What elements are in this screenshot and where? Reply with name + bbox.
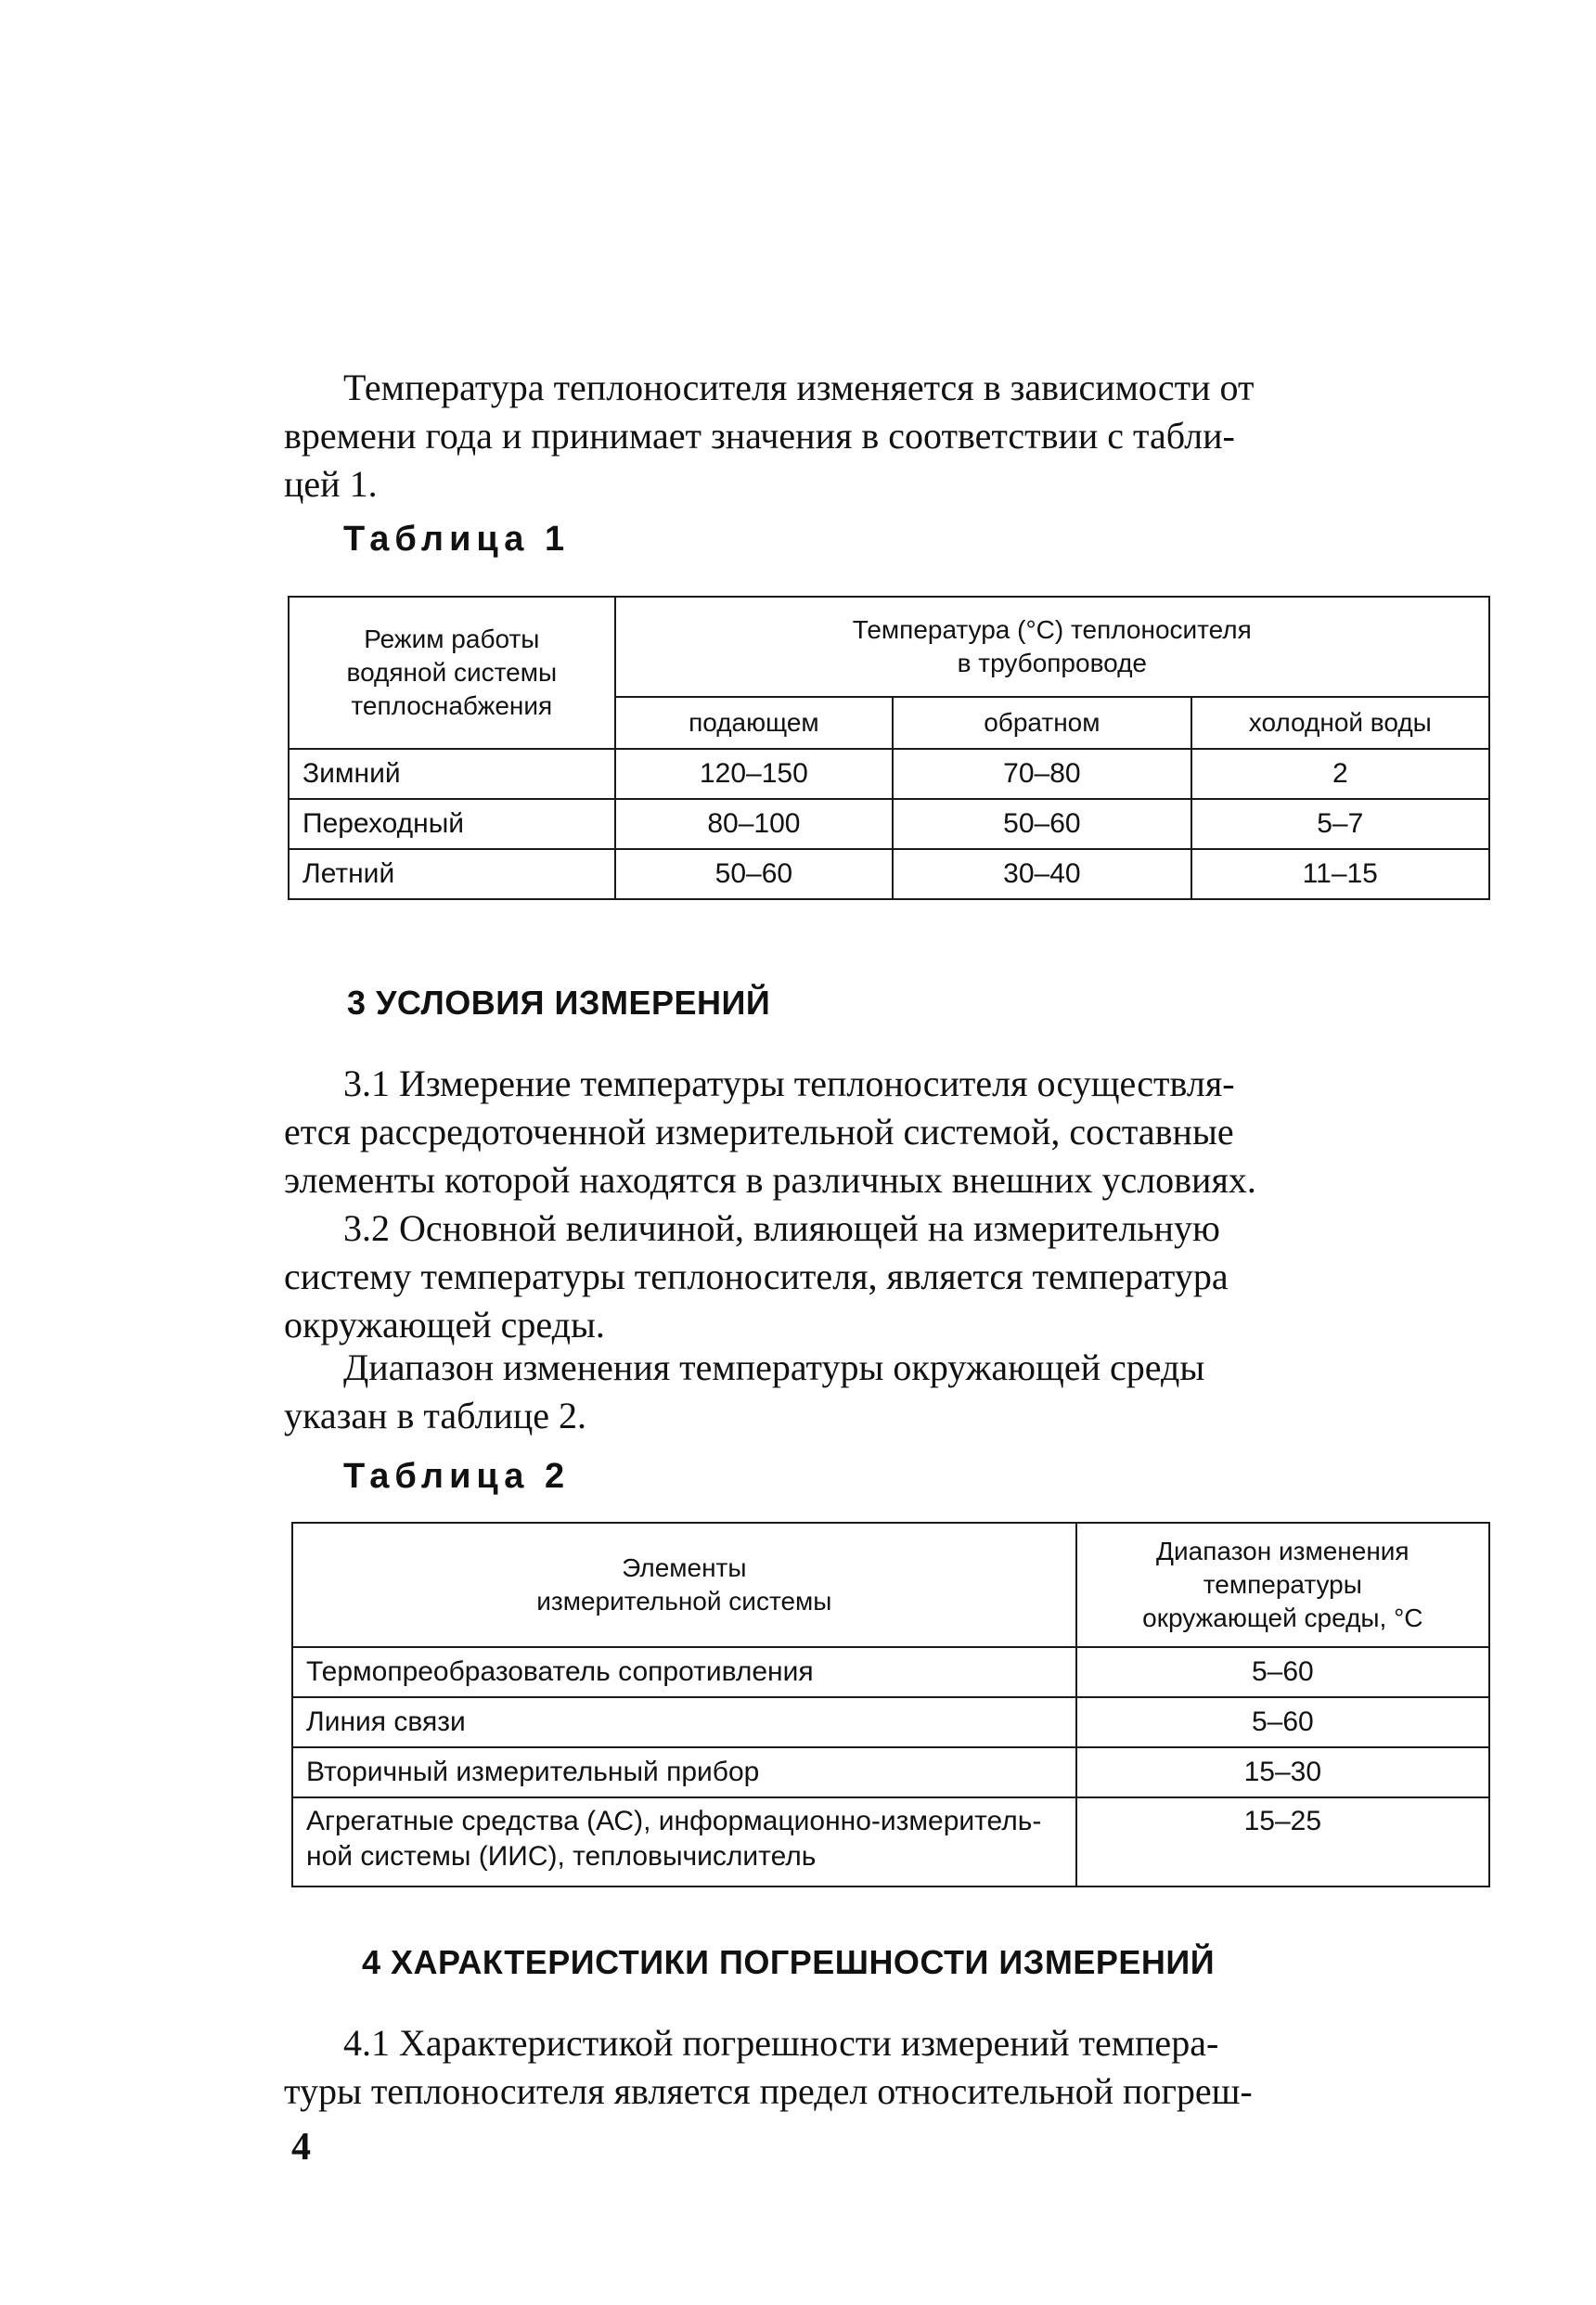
paragraph-line: 3.2 Основной величиной, влияющей на измерительную — [343, 1207, 1220, 1249]
table2-range-cell: 15–25 — [1076, 1797, 1489, 1886]
table2-range-cell: 5–60 — [1076, 1697, 1489, 1747]
table1-caption: Таблица 1 — [343, 520, 571, 559]
table1-value-cell: 11–15 — [1191, 849, 1489, 899]
table1-subheader: подающем — [615, 697, 894, 749]
paragraph-line: окружающей среды. — [284, 1304, 605, 1346]
table1-mode-header — [289, 597, 615, 749]
table1-value-cell: 70–80 — [893, 749, 1191, 799]
table1-mode-cell: Летний — [289, 849, 615, 899]
table2-row — [292, 1647, 1489, 1697]
page-number: 4 — [291, 2126, 311, 2169]
table2-element-cell: Вторичный измерительный прибор — [292, 1747, 1076, 1797]
paragraph-line: туры теплоносителя является предел относительной погреш- — [284, 2070, 1253, 2112]
table1-value-cell: 50–60 — [893, 799, 1191, 849]
table2-range-cell: 5–60 — [1076, 1647, 1489, 1697]
table2 — [291, 1522, 1490, 1887]
intro-line: Температура теплоносителя изменяется в зависимости от — [343, 367, 1255, 408]
table1-value-cell: 5–7 — [1191, 799, 1489, 849]
table1-row — [289, 749, 1489, 799]
paragraph-line: Диапазон изменения температуры окружающей среды — [343, 1346, 1205, 1388]
paragraph-line: указан в таблице 2. — [284, 1395, 587, 1436]
table1-mode-header-line: теплоснабжения — [351, 691, 553, 720]
section4-heading: 4 ХАРАКТЕРИСТИКИ ПОГРЕШНОСТИ ИЗМЕРЕНИЙ — [362, 1943, 1216, 1981]
table1-mode-header-line: водяной системы — [346, 658, 558, 687]
intro-line: цей 1. — [284, 463, 378, 505]
table2-range-header-line: температуры — [1203, 1570, 1362, 1599]
table2-element-cell: Линия связи — [292, 1697, 1076, 1747]
table1-group-header — [615, 597, 1489, 697]
intro-line: времени года и принимает значения в соответствии с табли- — [284, 415, 1235, 457]
intro-paragraph — [284, 364, 1490, 509]
table2-element-header — [292, 1523, 1076, 1647]
table1-subheader: холодной воды — [1191, 697, 1489, 749]
table1 — [288, 596, 1490, 900]
table2-element-header-line: Элементы — [622, 1553, 747, 1582]
table2-element-header-line: измерительной системы — [536, 1587, 832, 1616]
table1-value-cell: 30–40 — [893, 849, 1191, 899]
paragraph-line: 4.1 Характеристикой погрешности измерений темпера- — [343, 2022, 1219, 2064]
table2-row — [292, 1797, 1489, 1886]
paragraph-line: 3.1 Измерение температуры теплоносителя осуществля- — [343, 1062, 1235, 1104]
section3-paragraph-1 — [284, 1060, 1490, 1204]
table2-element-cell: Термопреобразователь сопротивления — [292, 1647, 1076, 1697]
table1-value-cell: 80–100 — [615, 799, 894, 849]
table1-mode-header-line: Режим работы — [364, 625, 540, 653]
section3-paragraph-3 — [284, 1344, 1490, 1440]
table2-range-header — [1076, 1523, 1489, 1647]
table2-element-cell — [292, 1797, 1076, 1886]
table1-value-cell: 120–150 — [615, 749, 894, 799]
table1-mode-cell: Переходный — [289, 799, 615, 849]
table2-range-header-line: окружающей среды, °С — [1142, 1603, 1423, 1632]
paragraph-line: систему температуры теплоносителя, является температура — [284, 1256, 1229, 1297]
table1-value-cell: 2 — [1191, 749, 1489, 799]
table2-caption: Таблица 2 — [343, 1457, 571, 1496]
table1-mode-cell: Зимний — [289, 749, 615, 799]
table2-range-header-line: Диапазон изменения — [1156, 1537, 1409, 1565]
section3-heading: 3 УСЛОВИЯ ИЗМЕРЕНИЙ — [347, 984, 771, 1022]
table2-range-cell: 15–30 — [1076, 1747, 1489, 1797]
table2-row — [292, 1747, 1489, 1797]
table2-row — [292, 1697, 1489, 1747]
section4-paragraph-1 — [284, 2019, 1490, 2116]
table1-row — [289, 799, 1489, 849]
paragraph-line: ется рассредоточенной измерительной системой, составные — [284, 1111, 1234, 1152]
table2-element-line: Агрегатные средства (АС), информационно-измеритель- — [306, 1806, 1042, 1836]
table1-row — [289, 849, 1489, 899]
table1-group-header-line: в трубопроводе — [957, 649, 1148, 677]
table2-element-line: ной системы (ИИС), тепловычислитель — [306, 1841, 817, 1872]
paragraph-line: элементы которой находятся в различных внешних условиях. — [284, 1159, 1256, 1201]
section3-paragraph-2 — [284, 1204, 1490, 1349]
table1-value-cell: 50–60 — [615, 849, 894, 899]
table1-group-header-line: Температура (°C) теплоносителя — [852, 615, 1252, 644]
table1-subheader: обратном — [893, 697, 1191, 749]
